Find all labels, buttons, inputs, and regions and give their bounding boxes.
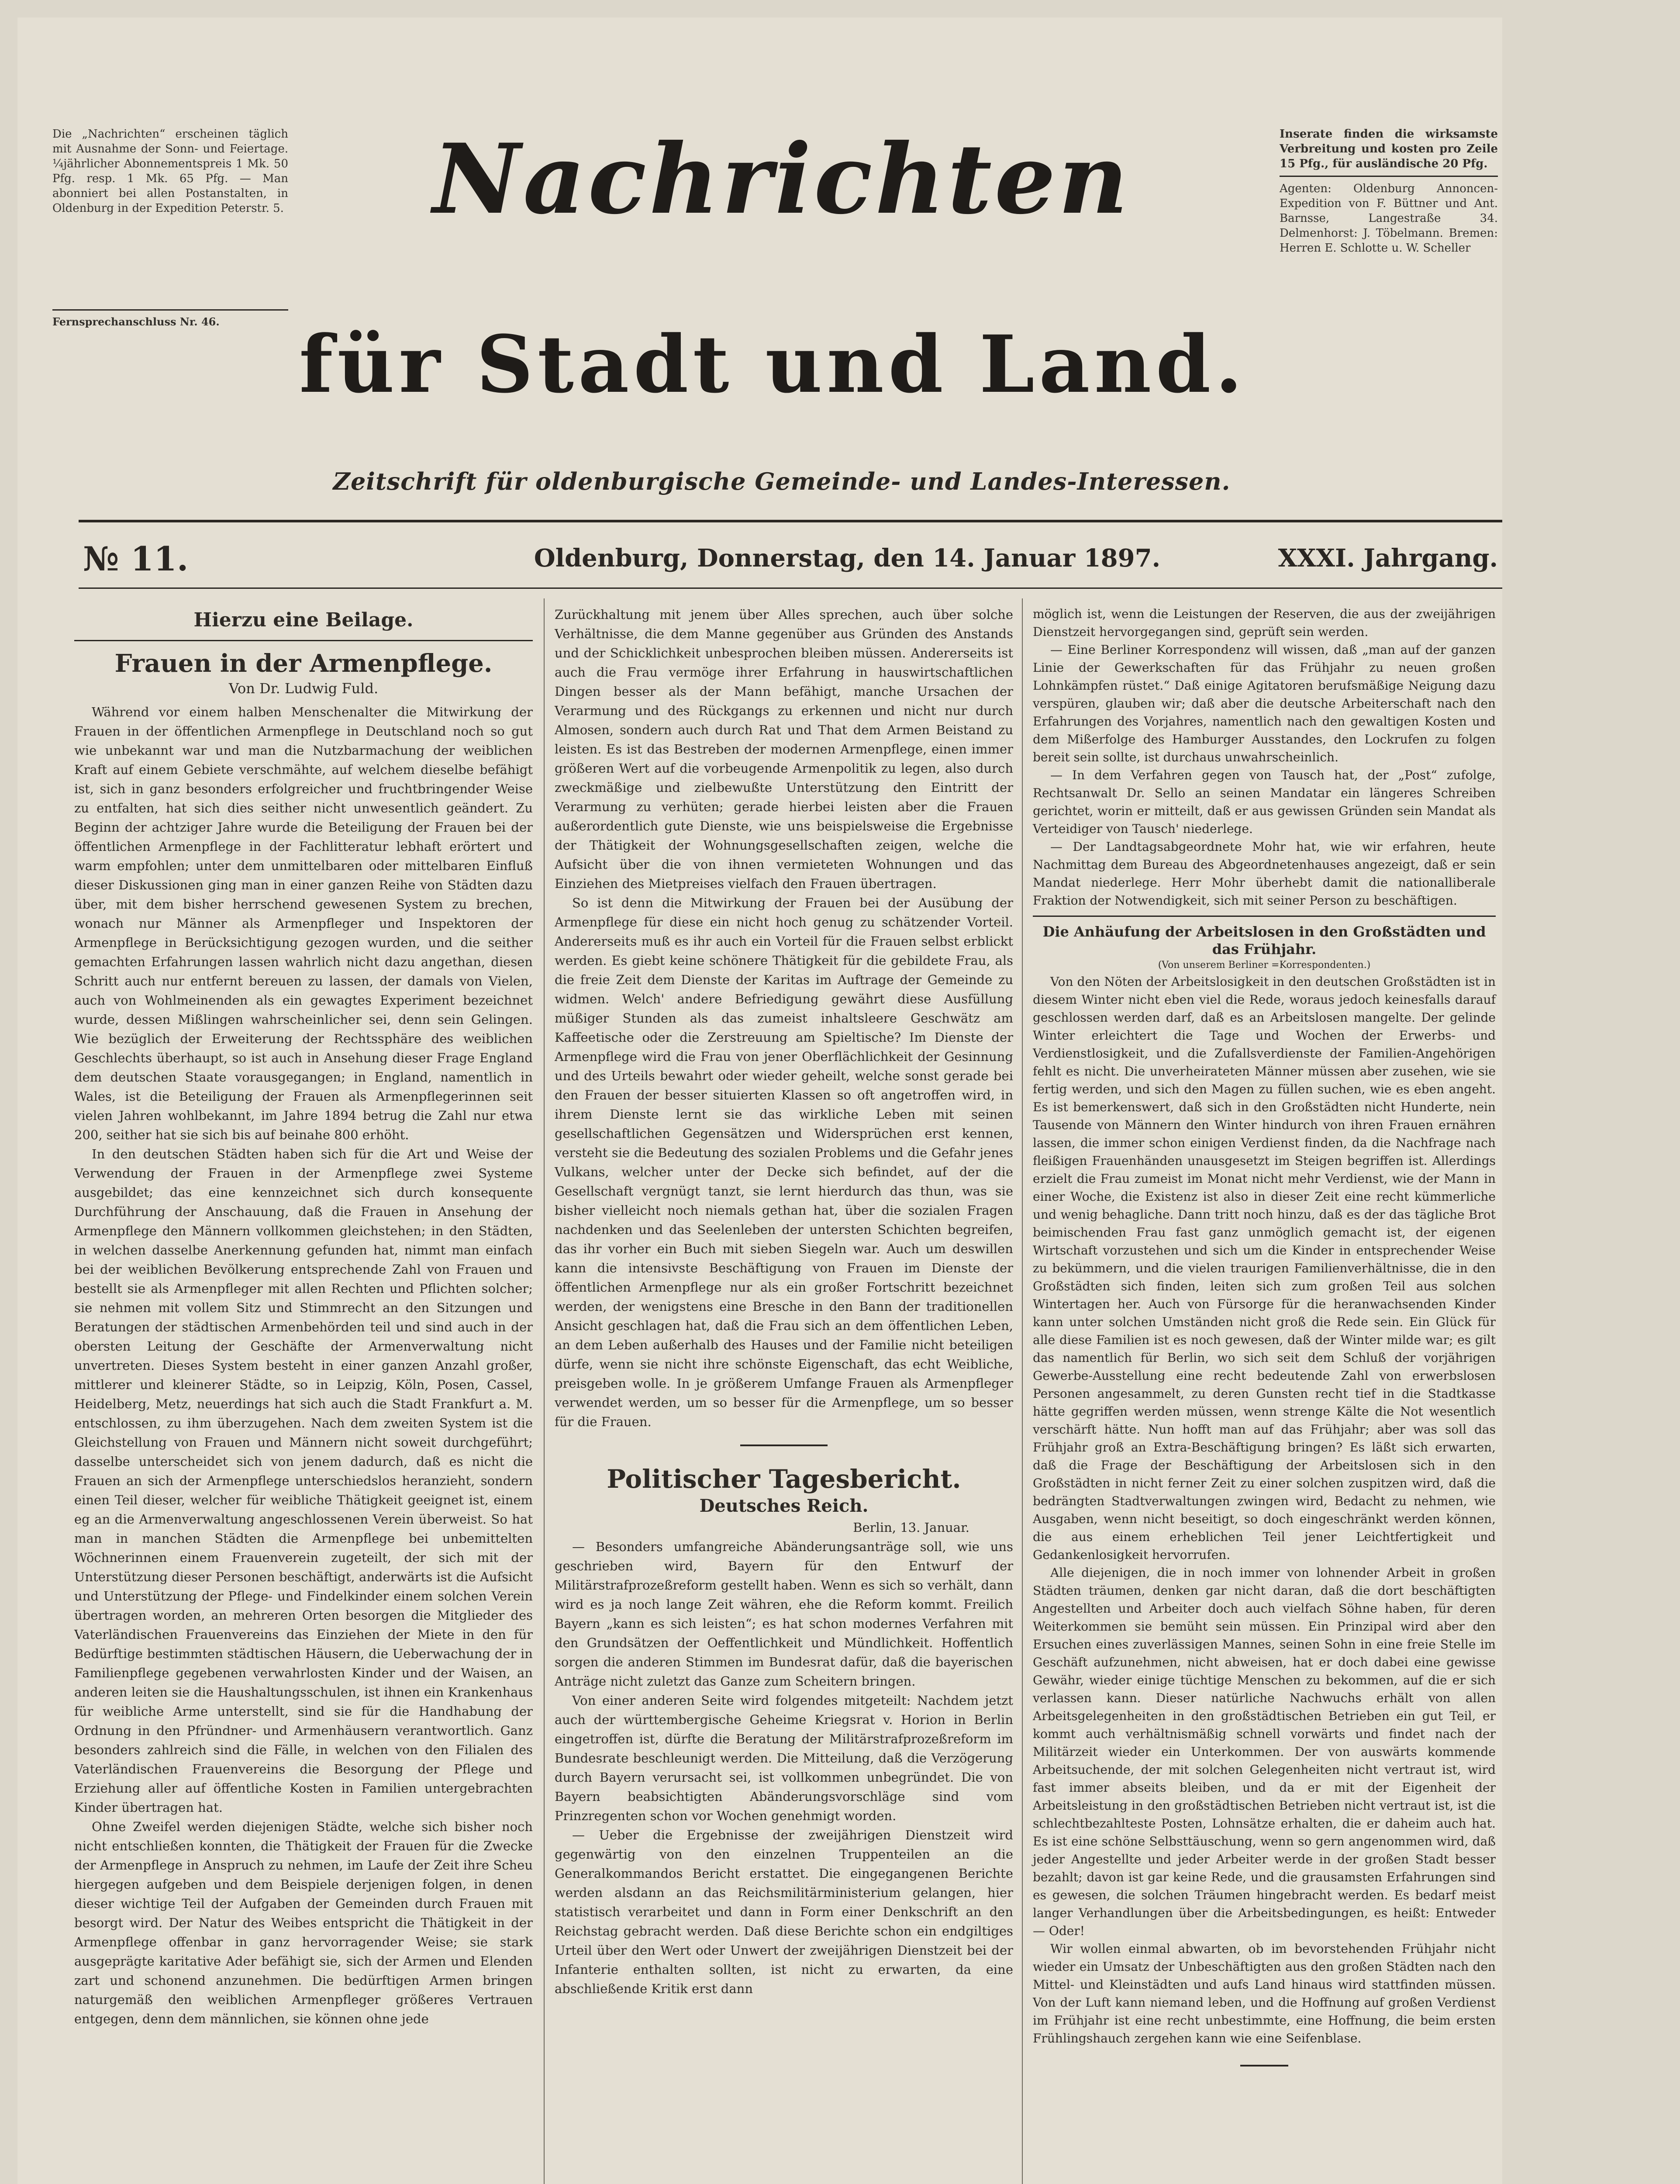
column-rule-1	[544, 598, 545, 2184]
report-dateline: Berlin, 13. Januar.	[853, 1520, 969, 1535]
issue-date: Oldenburg, Donnerstag, den 14. Januar 1897.	[534, 544, 1161, 573]
paragraph: möglich ist, wenn die Leistungen der Reserven, die aus der zweijährigen Dienstzeit hervorgegangen sind, geprüft sein werden.	[1033, 607, 1496, 639]
masthead-left-rule	[52, 309, 288, 311]
paragraph: — In dem Verfahren gegen von Tausch hat, der „Post“ zufolge, Rechtsanwalt Dr. Sello an seinen Mandatar ein längeres Schreiben gerichtet, worin er mitteilt, daß er aus gewissen Gründen sein Mandat als Verteidiger von Tausch' niederlege.	[1033, 768, 1496, 836]
agents-info: Agenten: Oldenburg Annoncen-Expedition von F. Büttner und Ant. Barnsse, Langestraße 34. Delmenhorst: J. Töbelmann. Bremen: Herren E. Schlotte u. W. Scheller	[1280, 182, 1498, 255]
paragraph: — Ueber die Ergebnisse der zweijährigen Dienstzeit wird gegenwärtig von den einzelnen Truppenteilen an die Generalkommandos Bericht erstattet. Die eingegangenen Berichte werden alsdann an das Reichsmilitärministerium gelangen, hier statistisch verarbeitet und dann in Form einer Denkschrift an den Reichstag gebracht werden. Daß diese Berichte schon ein endgiltiges Urteil über den Wert oder Unwert der zweijährigen Dienstzeit bei der Infanterie enthalten sollten, ist nicht zu erwarten, da eine abschließende Kritik erst dann	[555, 1828, 1013, 1996]
column-1	[74, 605, 533, 2028]
paragraph: Während vor einem halben Menschenalter die Mitwirkung der Frauen in der öffentlichen Armenpflege in Deutschland noch so gut wie unbekannt war und man die Nutzbarmachung der weiblichen Kraft auf einem Gebiete verschmähte, auf welchem dieselbe befähigt ist, sich in ganz besonders erfolgreicher und fruchtbringender Weise zu entfalten, hat sich dies seither nicht unwesentlich geändert. Zu Beginn der achtziger Jahre wurde die Beteiligung der Frauen bei der öffentlichen Armenpflege in der Fachlitteratur lebhaft erörtert und warm empfohlen; unter dem unmittelbaren oder mittelbaren Einfluß dieser Diskussionen ging man in einer ganzen Reihe von Städten dazu über, mit dem bisher herrschend gewesenen System zu brechen, wonach nur Männer als Armenpfleger und Inspektoren der Armenpflege in Berücksichtigung gezogen wurden, und die seither gemachten Erfahrungen lassen wahrlich nicht dazu angethan, diesen Schritt auch nur entfernt bereuen zu lassen, der damals von Vielen, auch von Wohlmeinenden als ein gewagtes Experiment bezeichnet wurde, dessen Mißlingen wahrscheinlicher sei, denn sein Gelingen. Wie bezüglich der Erweiterung der Rechtssphäre des weiblichen Geschlechts überhaupt, so ist auch in Ansehung dieser Frage England dem deutschen Staate vorausgegangen; in England, namentlich in Wales, ist die Beteiligung der Frauen als Armenpflegerinnen seit vielen Jahren wohlbekannt, im Jahre 1894 betrug die Zahl nur etwa 200, seither hat sie sich bis auf beinahe 800 erhöht.	[74, 705, 533, 1142]
report-subhead: Deutsches Reich.	[699, 1496, 869, 1516]
dateline-top-rule	[79, 520, 1502, 522]
masthead-left-box	[52, 127, 288, 216]
masthead-subtitle: Zeitschrift für oldenburgische Gemeinde- und Landes-Interessen.	[333, 467, 1231, 495]
paragraph: Von den Nöten der Arbeitslosigkeit in den deutschen Großstädten ist in diesem Winter nicht eben viel die Rede, woraus jedoch keinesfalls darauf geschlossen werden darf, daß es an Arbeitslosen mangelte. Der gelinde Winter erleichtert die Tage und Wochen der Erwerbs- und Verdienstlosigkeit, und die Zufallsverdienste der Familien-Angehörigen fehlt es nicht. Die unverheirateten Männer müssen aber zusehen, wie sie fertig werden, und sich den Magen zu füllen suchen, wie es eben angeht. Es ist bemerkenswert, daß sich in den Großstädten nicht Hunderte, nein Tausende von Männern den Winter hindurch von ihren Frauen ernähren lassen, die immer schon einigen Verdienst finden, da die Nachfrage nach fleißigen Frauenhänden unausgesetzt im Steigen begriffen ist. Allerdings erzielt die Frau zumeist im Monat nicht mehr Verdienst, wie der Mann in einer Woche, die Existenz ist also in dieser Zeit eine recht kümmerliche und wenig behagliche. Dann tritt noch hinzu, daß es der das tägliche Brot beimischenden Frau fast ganz unmöglich gemacht ist, der eigenen Wirtschaft vorzustehen und sich um die Kinder in entsprechender Weise zu bekümmern, und die vielen traurigen Familienverhältnisse, die in den Großstädten sich finden, leiten sich zum großen Teil aus solchen Wintertagen her. Auch von Fürsorge für die heranwachsenden Kinder kann unter solchen Umständen nicht groß die Rede sein. Ein Glück für alle diese Familien ist es noch gewesen, daß der Winter milde war; es gilt das namentlich für Berlin, wo sich seit dem Schluß der vorjährigen Gewerbe-Ausstellung eine recht bedeutende Zahl von erwerbslosen Personen angesammelt, zu deren Gunsten recht tief in die Stadtkasse hätte gegriffen werden müssen, wenn strenge Kälte die Not wesentlich verschärft hätte. Nun hofft man auf das Frühjahr; aber was soll das Frühjahr groß an Extra-Beschäftigung bringen? Es läßt sich erwarten, daß die Frage der Beschäftigung der Arbeitslosen sich in den Großstädten in nicht ferner Zeit zu einer solchen zuspitzen wird, daß die bedrängten Stadtverwaltungen zwingen wird, Bedacht zu nehmen, wie Ausgaben, wenn nicht beseitigt, so doch eingeschränkt werden können, die aus einem erheblichen Teil jener Leichtfertigkeit und Gedankenlosigkeit hervorrufen.	[1033, 975, 1496, 1562]
section-rule	[1033, 916, 1496, 917]
paragraph: Von einer anderen Seite wird folgendes mitgeteilt: Nachdem jetzt auch der württembergische Geheime Kriegsrat v. Horion in Berlin eingetroffen ist, dürfte die Beratung der Militärstrafprozeßreform im Bundesrate beschleunigt werden. Die Mitteilung, daß die Verzögerung durch Bayern verursacht sei, ist vollkommen unbegründet. Die von Bayern beabsichtigten Abänderungsvorschläge sind vom Prinzregenten schon vor Wochen genehmigt worden.	[555, 1693, 1013, 1823]
article-end-rule	[740, 1444, 828, 1446]
issue-number: № 11.	[83, 539, 189, 578]
advertising-info: Inserate finden die wirksamste Verbreitung und kosten pro Zeile 15 Pfg., für ausländische 20 Pfg.	[1280, 128, 1498, 170]
masthead-title: Nachrichten	[432, 122, 1131, 235]
column-rule-2	[1022, 598, 1023, 2184]
supplement-notice: Hierzu eine Beilage.	[193, 609, 414, 631]
paragraph: Wir wollen einmal abwarten, ob im bevorstehenden Frühjahr nicht wieder ein Umsatz der Unbeschäftigten aus den großen Städten nach den Mittel- und Kleinstädten und aufs Land hinaus wird stattfinden müssen. Von der Luft kann niemand leben, und die Hoffnung auf großen Verdienst im Frühjahr ist eine recht unbestimmte, eine Hoffnung, die beim ersten Frühlingshauch zergehen kann wie eine Seifenblase.	[1033, 1942, 1496, 2046]
section-rule	[74, 640, 533, 641]
dateline-bottom-rule	[79, 587, 1502, 589]
column-3	[1033, 605, 1496, 2067]
newspaper-page	[17, 17, 1502, 2184]
paragraph: — Eine Berliner Korrespondenz will wissen, daß „man auf der ganzen Linie der Gewerkschaften für das Frühjahr zu neuen großen Lohnkämpfen rüstet.“ Daß einige Agitatoren berufsmäßige Neigung dazu verspüren, glauben wir; daß aber die deutsche Arbeiterschaft nach den Erfahrungen des Vorjahres, namentlich nach den gewaltigen Kosten und dem Mißerfolge des Hamburger Ausstandes, den Lockrufen zu folgen bereit sein sollte, ist durchaus unwahrscheinlich.	[1033, 643, 1496, 764]
report-headline: Politischer Tagesbericht.	[607, 1464, 961, 1494]
paragraph: — Der Landtagsabgeordnete Mohr hat, wie wir erfahren, heute Nachmittag dem Bureau des Abgeordnetenhauses angezeigt, daß er sein Mandat niederlege. Herr Mohr überhebt damit die nationalliberale Fraktion der Notwendigkeit, sich mit seiner Person zu beschäftigen.	[1033, 840, 1496, 908]
article-headline: Frauen in der Armenpflege.	[114, 649, 493, 678]
masthead-right-box	[1280, 127, 1498, 256]
article-end-rule	[1240, 2065, 1288, 2067]
paragraph: Zurückhaltung mit jenem über Alles sprechen, auch über solche Verhältnisse, die dem Manne gegenüber aus Gründen des Anstands und der Schicklichkeit unbesprochen bleiben müssen. Andererseits ist auch die Frau vermöge ihrer Erfahrung in hauswirtschaftlichen Dingen besser als der Mann befähigt, manche Ursachen der Verarmung und des Rückgangs zu erkennen und nicht nur durch Almosen, sondern auch durch Rat und That dem Armen Beistand zu leisten. Es ist das Bestreben der modernen Armenpflege, einen immer größeren Wert auf die vorbeugende Armenpolitik zu legen, also durch zweckmäßige und zielbewußte Unterstützung den Eintritt der Verarmung zu verhüten; gerade hierbei leisten aber die Frauen außerordentlich gute Dienste, wie uns beispielsweise die Ergebnisse der Thätigkeit der Wohnungsgesellschaften zeigen, welche die Aufsicht über die von ihnen vermieteten Wohnungen und das Einziehen des Mietpreises vielfach den Frauen übertragen.	[555, 607, 1013, 891]
paragraph: Ohne Zweifel werden diejenigen Städte, welche sich bisher noch nicht entschließen konnten, die Thätigkeit der Frauen für die Zwecke der Armenpflege in Anspruch zu nehmen, im Laufe der Zeit ihre Scheu hiergegen aufgeben und dem Beispiele derjenigen folgen, in denen dieser wichtige Teil der Aufgaben der Gemeinden durch Frauen mit besorgt wird. Der Natur des Weibes entspricht die Thätigkeit in der Armenpflege offenbar in ganz hervorragender Weise; sie stark ausgeprägte karitative Ader befähigt sie, sich der Armen und Elenden zart und schonend anzunehmen. Die bedürftigen Armen bringen naturgemäß den weiblichen Armenpfleger größeres Vertrauen entgegen, denn dem männlichen, sie können ohne jede	[74, 1819, 533, 2026]
paragraph: In den deutschen Städten haben sich für die Art und Weise der Verwendung der Frauen in der Armenpflege zwei Systeme ausgebildet; das eine kennzeichnet sich durch konsequente Durchführung der Anschauung, daß die Frauen in Ansehung der Armenpflege den Männern vollkommen gleichstehen; in den Städten, in welchen dasselbe Anerkennung gefunden hat, nimmt man einfach bei der weiblichen Bevölkerung entsprechende Zahl von Frauen und bestellt sie als Armenpfleger mit allen Rechten und Pflichten solcher; sie nehmen mit vollem Sitz und Stimmrecht an den Sitzungen und Beratungen der städtischen Armenbehörden teil und sind auch in der obersten Leitung der Geschäfte der Armenverwaltung nicht unvertreten. Dieses System besteht in einer ganzen Anzahl großer, mittlerer und kleinerer Städte, so in Leipzig, Köln, Posen, Cassel, Heidelberg, Metz, neuerdings hat sich auch die Stadt Frankfurt a. M. entschlossen, zu ihm überzugehen. Nach dem zweiten System ist die Gleichstellung von Frauen und Männern nicht soweit durchgeführt; dasselbe unterscheidet sich von jenem dadurch, daß es nicht die Frauen an sich der Armenpflege unterschiedslos heranzieht, sondern einen Teil dieser, welcher für weibliche Thätigkeit geeignet ist, einem eg an die Armenverwaltung angeschlossenen Verein überweist. So hat man in manchen Städten die Armenpflege bei unbemittelten Wöchnerinnen einem Frauenverein zugeteilt, der sich mit der Unterstützung dieser Personen beschäftigt, anderwärts ist die Aufsicht und Unterstützung der Pflege- und Findelkinder einem solchen Verein übertragen worden, an mehreren Orten besorgen die Mitglieder des Vaterländischen Frauenvereins das Einziehen der Miete in den für Bedürftige bestimmten städtischen Häusern, die Ueberwachung der in Familienpflege gegebenen verwahrlosten Kinder und der Waisen, an anderen leiten sie die Haushaltungsschulen, ist ihnen ein Krankenhaus für weibliche Arme unterstellt, sind sie für die Handhabung der Ordnung in den Pfründner- und Armenhäusern verantwortlich. Ganz besonders zahlreich sind die Fälle, in welchen von den Filialen des Vaterländischen Frauenvereins die Besorgung der Pflege und Erziehung aller auf öffentliche Kosten in Familien untergebrachten Kinder übertragen hat.	[74, 1147, 533, 1815]
article-byline: Von Dr. Ludwig Fuld.	[228, 680, 379, 697]
column-2	[555, 605, 1013, 1998]
phone-number: Fernsprechanschluss Nr. 46.	[52, 315, 220, 328]
paragraph: Alle diejenigen, die in noch immer von lohnender Arbeit in großen Städten träumen, denken gar nicht daran, daß die dort beschäftigten Angestellten und Arbeiter doch auch vielfach Söhne haben, für deren Weiterkommen sie bemüht sein müssen. Ein Prinzipal wird aber den Ersuchen eines zuverlässigen Mannes, seinen Sohn in eine freie Stelle im Geschäft aufzunehmen, nicht abweisen, hat er doch dabei eine gewisse Gewähr, wieder einige tüchtige Menschen zu bekommen, auf die er sich verlassen kann. Dieser natürliche Nachwuchs erhält von allen Arbeitsgelegenheiten in den großstädtischen Betrieben ein gut Teil, er kommt auch verhältnismäßig schnell vorwärts und findet nach der Militärzeit wieder ein Unterkommen. Der von auswärts kommende Arbeitsuchende, der mit solchen Gelegenheiten nicht vertraut ist, wird fast immer abseits bleiben, und da er mit der Eigenheit der Arbeitsleistung in den großstädtischen Betrieben nicht vertraut ist, ist die schlechtbezahlteste Posten, Lohnsätze erhalten, die er daheim auch hat. Es ist eine schöne Selbsttäuschung, wenn so gern angenommen wird, daß jeder Angestellte und jeder Arbeiter werde in der großen Stadt besser bezahlt; davon ist gar keine Rede, und die grausamsten Erfahrungen sind es gewesen, die solchen Träumen hingebracht werden. Es bedarf meist langer Verhandlungen über die Arbeitsbedingungen, es heißt: Entweder — Oder!	[1033, 1565, 1496, 1938]
article-byline: (Von unserem Berliner =Korrespondenten.)	[1158, 960, 1371, 971]
paragraph: — Besonders umfangreiche Abänderungsanträge soll, wie uns geschrieben wird, Bayern für den Entwurf der Militärstrafprozeßreform gestellt haben. Wenn es sich so verhält, dann wird es ja noch lange Zeit währen, ehe die Reform kommt. Freilich Bayern „kann es sich leisten“; es hat schon modernes Verfahren mit den Grundsätzen der Oeffentlichkeit und Mündlichkeit. Hoffentlich sorgen die anderen Stimmen im Bundesrat dafür, daß die bayerischen Anträge nicht zuletzt das Ganze zum Scheitern bringen.	[555, 1539, 1013, 1689]
paragraph: So ist denn die Mitwirkung der Frauen bei der Ausübung der Armenpflege für diese ein nicht hoch genug zu schätzender Vorteil. Andererseits muß es ihr auch ein Vorteil für die Frauen selbst erblickt werden. Es giebt keine schönere Thätigkeit für die gebildete Frau, als die freie Zeit dem Dienste der Karitas im Auftrage der Gemeinde zu widmen. Welch' andere Befriedigung gewährt diese Ausfüllung müßiger Stunden als das zumeist inhaltsleere Geschwätz am Kaffeetische oder die Zerstreuung am Spieltische? Im Dienste der Armenpflege wird die Frau von jener Oberflächlichkeit der Gesinnung und des Urteils bewahrt oder wieder geheilt, welche sonst gerade bei den Frauen der besser situierten Klassen so oft angetroffen wird, in ihrem Dienste lernt sie das wirkliche Leben mit seinen gesellschaftlichen Gegensätzen und Widersprüchen erst kennen, versteht sie die Bedeutung des sozialen Problems und die Gefahr jenes Vulkans, welcher unter der Decke sich befindet, auf der die Gesellschaft vergnügt tanzt, sie lernt hierdurch das thun, was sie bisher vielleicht noch niemals gethan hat, über die sozialen Fragen nachdenken und das Seelenleben der untersten Schichten begreifen, das ihr vorher ein Buch mit sieben Siegeln war. Auch um deswillen kann die intensivste Beschäftigung von Frauen im Dienste der öffentlichen Armenpflege nur als ein großer Fortschritt bezeichnet werden, der wenigstens eine Bresche in den Bann der traditionellen Ansicht geschlagen hat, daß die Frau sich an dem öffentlichen Leben, an dem Leben außerhalb des Hauses und der Familie nicht beteiligen dürfe, wenn sie nicht ihre schönste Eigenschaft, das echt Weibliche, preisgeben wolle. In je größerem Umfange Frauen als Armenpfleger verwendet werden, um so besser für die Armenpflege, um so besser für die Frauen.	[555, 895, 1013, 1429]
volume-number: XXXI. Jahrgang.	[1278, 544, 1498, 573]
masthead-right-rule	[1280, 176, 1498, 177]
article-headline: Die Anhäufung der Arbeitslosen in den Großstädten und das Frühjahr.	[1042, 923, 1486, 957]
subscription-info: Die „Nachrichten“ erscheinen täglich mit Ausnahme der Sonn- und Feiertage. ¼jährlicher Abonnementspreis 1 Mk. 50 Pfg. resp. 1 Mk. 65 Pfg. — Man abonniert bei allen Postanstalten, in Oldenburg in der Expedition Peterstr. 5.	[52, 128, 288, 215]
masthead-title-line2: für Stadt und Land.	[299, 318, 1247, 411]
